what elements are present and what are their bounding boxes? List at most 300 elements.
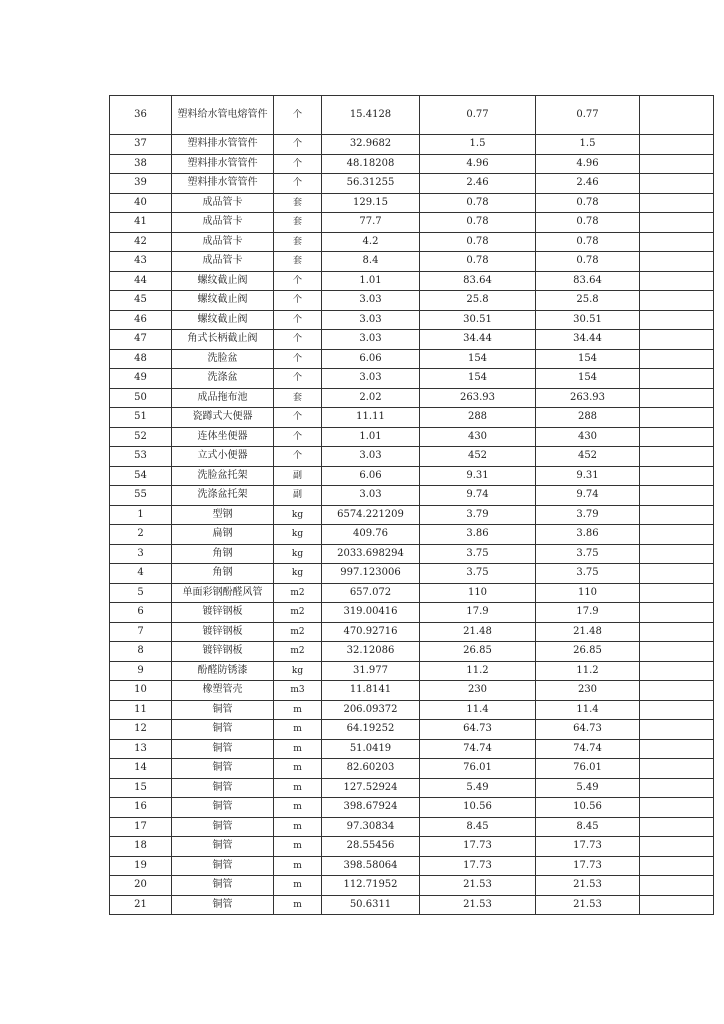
remark-cell: [640, 330, 714, 350]
unit-price-cell: 34.44: [420, 330, 536, 350]
quantity-cell: 6.06: [322, 466, 420, 486]
table-row: [110, 642, 714, 662]
item-name-cell: 角式长柄截止阀: [172, 330, 274, 350]
quantity-cell: 64.19252: [322, 720, 420, 740]
item-name-cell: 镀锌钢板: [172, 642, 274, 662]
item-name-cell: 塑料排水管管件: [172, 135, 274, 155]
table-row: [110, 798, 714, 818]
remark-cell: [640, 798, 714, 818]
table-row: [110, 193, 714, 213]
remark-cell: [640, 759, 714, 779]
remark-cell: [640, 837, 714, 857]
adjusted-price-cell: 9.74: [536, 486, 640, 506]
table-row: [110, 447, 714, 467]
adjusted-price-cell: 3.75: [536, 564, 640, 584]
remark-cell: [640, 720, 714, 740]
table-row: [110, 681, 714, 701]
unit-price-cell: 1.5: [420, 135, 536, 155]
item-name-cell: 螺纹截止阀: [172, 271, 274, 291]
row-number-cell: 39: [110, 174, 172, 194]
adjusted-price-cell: 11.4: [536, 700, 640, 720]
unit-cell: m: [274, 720, 322, 740]
table-row: [110, 739, 714, 759]
quantity-cell: 82.60203: [322, 759, 420, 779]
item-name-cell: 镀锌钢板: [172, 603, 274, 623]
unit-cell: 个: [274, 154, 322, 174]
row-number-cell: 15: [110, 778, 172, 798]
unit-price-cell: 17.9: [420, 603, 536, 623]
unit-cell: m2: [274, 642, 322, 662]
quantity-cell: 3.03: [322, 369, 420, 389]
row-number-cell: 47: [110, 330, 172, 350]
item-name-cell: 单面彩钢酚醛风管: [172, 583, 274, 603]
unit-price-cell: 76.01: [420, 759, 536, 779]
unit-cell: kg: [274, 544, 322, 564]
row-number-cell: 44: [110, 271, 172, 291]
item-name-cell: 洗涤盆: [172, 369, 274, 389]
materials-price-table: [109, 95, 714, 915]
remark-cell: [640, 252, 714, 272]
row-number-cell: 14: [110, 759, 172, 779]
row-number-cell: 6: [110, 603, 172, 623]
quantity-cell: 51.0419: [322, 739, 420, 759]
adjusted-price-cell: 64.73: [536, 720, 640, 740]
adjusted-price-cell: 0.77: [536, 96, 640, 135]
table-row: [110, 388, 714, 408]
row-number-cell: 40: [110, 193, 172, 213]
remark-cell: [640, 271, 714, 291]
adjusted-price-cell: 17.9: [536, 603, 640, 623]
table-row: [110, 817, 714, 837]
item-name-cell: 立式小便器: [172, 447, 274, 467]
row-number-cell: 12: [110, 720, 172, 740]
item-name-cell: 螺纹截止阀: [172, 310, 274, 330]
item-name-cell: 铜管: [172, 759, 274, 779]
adjusted-price-cell: 83.64: [536, 271, 640, 291]
item-name-cell: 镀锌钢板: [172, 622, 274, 642]
adjusted-price-cell: 17.73: [536, 837, 640, 857]
unit-price-cell: 154: [420, 369, 536, 389]
unit-price-cell: 9.74: [420, 486, 536, 506]
row-number-cell: 46: [110, 310, 172, 330]
table-row: [110, 856, 714, 876]
item-name-cell: 成品管卡: [172, 213, 274, 233]
remark-cell: [640, 388, 714, 408]
unit-price-cell: 0.77: [420, 96, 536, 135]
unit-cell: 个: [274, 271, 322, 291]
row-number-cell: 37: [110, 135, 172, 155]
unit-price-cell: 0.78: [420, 213, 536, 233]
table-row: [110, 427, 714, 447]
item-name-cell: 铜管: [172, 700, 274, 720]
row-number-cell: 13: [110, 739, 172, 759]
remark-cell: [640, 213, 714, 233]
row-number-cell: 45: [110, 291, 172, 311]
adjusted-price-cell: 230: [536, 681, 640, 701]
unit-cell: 个: [274, 96, 322, 135]
item-name-cell: 洗涤盆托架: [172, 486, 274, 506]
unit-price-cell: 83.64: [420, 271, 536, 291]
row-number-cell: 5: [110, 583, 172, 603]
item-name-cell: 连体坐便器: [172, 427, 274, 447]
table-row: [110, 330, 714, 350]
adjusted-price-cell: 0.78: [536, 213, 640, 233]
quantity-cell: 129.15: [322, 193, 420, 213]
unit-cell: 个: [274, 135, 322, 155]
row-number-cell: 55: [110, 486, 172, 506]
remark-cell: [640, 525, 714, 545]
quantity-cell: 11.11: [322, 408, 420, 428]
item-name-cell: 型钢: [172, 505, 274, 525]
remark-cell: [640, 681, 714, 701]
unit-price-cell: 21.53: [420, 895, 536, 915]
item-name-cell: 成品拖布池: [172, 388, 274, 408]
remark-cell: [640, 817, 714, 837]
adjusted-price-cell: 154: [536, 369, 640, 389]
remark-cell: [640, 174, 714, 194]
unit-price-cell: 3.79: [420, 505, 536, 525]
unit-cell: m3: [274, 681, 322, 701]
remark-cell: [640, 135, 714, 155]
table-row: [110, 96, 714, 135]
row-number-cell: 51: [110, 408, 172, 428]
item-name-cell: 铜管: [172, 739, 274, 759]
unit-cell: kg: [274, 661, 322, 681]
item-name-cell: 酚醛防锈漆: [172, 661, 274, 681]
item-name-cell: 成品管卡: [172, 193, 274, 213]
table-row: [110, 876, 714, 896]
row-number-cell: 50: [110, 388, 172, 408]
adjusted-price-cell: 0.78: [536, 232, 640, 252]
adjusted-price-cell: 10.56: [536, 798, 640, 818]
row-number-cell: 43: [110, 252, 172, 272]
quantity-cell: 8.4: [322, 252, 420, 272]
remark-cell: [640, 447, 714, 467]
quantity-cell: 48.18208: [322, 154, 420, 174]
unit-cell: kg: [274, 525, 322, 545]
unit-cell: 个: [274, 291, 322, 311]
remark-cell: [640, 96, 714, 135]
quantity-cell: 112.71952: [322, 876, 420, 896]
table-row: [110, 700, 714, 720]
adjusted-price-cell: 26.85: [536, 642, 640, 662]
quantity-cell: 6.06: [322, 349, 420, 369]
adjusted-price-cell: 4.96: [536, 154, 640, 174]
remark-cell: [640, 486, 714, 506]
unit-price-cell: 11.2: [420, 661, 536, 681]
remark-cell: [640, 408, 714, 428]
unit-cell: 套: [274, 213, 322, 233]
quantity-cell: 11.8141: [322, 681, 420, 701]
table-row: [110, 466, 714, 486]
item-name-cell: 铜管: [172, 856, 274, 876]
row-number-cell: 8: [110, 642, 172, 662]
quantity-cell: 56.31255: [322, 174, 420, 194]
adjusted-price-cell: 74.74: [536, 739, 640, 759]
table-row: [110, 564, 714, 584]
row-number-cell: 19: [110, 856, 172, 876]
remark-cell: [640, 661, 714, 681]
item-name-cell: 铜管: [172, 778, 274, 798]
quantity-cell: 3.03: [322, 291, 420, 311]
unit-cell: m: [274, 876, 322, 896]
adjusted-price-cell: 34.44: [536, 330, 640, 350]
unit-cell: m: [274, 817, 322, 837]
unit-cell: m: [274, 759, 322, 779]
unit-cell: 个: [274, 310, 322, 330]
item-name-cell: 角钢: [172, 544, 274, 564]
quantity-cell: 15.4128: [322, 96, 420, 135]
adjusted-price-cell: 0.78: [536, 193, 640, 213]
unit-price-cell: 430: [420, 427, 536, 447]
item-name-cell: 铜管: [172, 895, 274, 915]
adjusted-price-cell: 8.45: [536, 817, 640, 837]
row-number-cell: 17: [110, 817, 172, 837]
table-row: [110, 486, 714, 506]
unit-cell: m2: [274, 603, 322, 623]
quantity-cell: 4.2: [322, 232, 420, 252]
quantity-cell: 398.58064: [322, 856, 420, 876]
table-row: [110, 135, 714, 155]
row-number-cell: 9: [110, 661, 172, 681]
unit-price-cell: 2.46: [420, 174, 536, 194]
table-row: [110, 271, 714, 291]
unit-price-cell: 8.45: [420, 817, 536, 837]
adjusted-price-cell: 76.01: [536, 759, 640, 779]
table-row: [110, 310, 714, 330]
table-row: [110, 213, 714, 233]
item-name-cell: 塑料排水管管件: [172, 174, 274, 194]
unit-cell: 副: [274, 466, 322, 486]
row-number-cell: 3: [110, 544, 172, 564]
table-row: [110, 661, 714, 681]
unit-cell: m: [274, 739, 322, 759]
item-name-cell: 橡塑管壳: [172, 681, 274, 701]
row-number-cell: 1: [110, 505, 172, 525]
quantity-cell: 206.09372: [322, 700, 420, 720]
unit-price-cell: 0.78: [420, 252, 536, 272]
adjusted-price-cell: 430: [536, 427, 640, 447]
unit-price-cell: 17.73: [420, 837, 536, 857]
unit-cell: m: [274, 837, 322, 857]
remark-cell: [640, 427, 714, 447]
remark-cell: [640, 778, 714, 798]
unit-price-cell: 30.51: [420, 310, 536, 330]
unit-cell: 个: [274, 369, 322, 389]
item-name-cell: 塑料排水管管件: [172, 154, 274, 174]
remark-cell: [640, 349, 714, 369]
unit-cell: 个: [274, 349, 322, 369]
adjusted-price-cell: 452: [536, 447, 640, 467]
table-row: [110, 369, 714, 389]
unit-price-cell: 21.53: [420, 876, 536, 896]
unit-cell: 副: [274, 486, 322, 506]
adjusted-price-cell: 110: [536, 583, 640, 603]
table-row: [110, 759, 714, 779]
row-number-cell: 21: [110, 895, 172, 915]
table-row: [110, 349, 714, 369]
remark-cell: [640, 622, 714, 642]
unit-cell: 个: [274, 174, 322, 194]
remark-cell: [640, 232, 714, 252]
row-number-cell: 18: [110, 837, 172, 857]
unit-price-cell: 64.73: [420, 720, 536, 740]
unit-cell: m: [274, 700, 322, 720]
quantity-cell: 77.7: [322, 213, 420, 233]
adjusted-price-cell: 30.51: [536, 310, 640, 330]
remark-cell: [640, 603, 714, 623]
row-number-cell: 20: [110, 876, 172, 896]
unit-price-cell: 17.73: [420, 856, 536, 876]
table-row: [110, 232, 714, 252]
remark-cell: [640, 876, 714, 896]
row-number-cell: 38: [110, 154, 172, 174]
adjusted-price-cell: 21.53: [536, 895, 640, 915]
row-number-cell: 4: [110, 564, 172, 584]
item-name-cell: 铜管: [172, 720, 274, 740]
unit-price-cell: 288: [420, 408, 536, 428]
unit-cell: m2: [274, 583, 322, 603]
unit-cell: 套: [274, 388, 322, 408]
unit-cell: 个: [274, 408, 322, 428]
table-row: [110, 544, 714, 564]
adjusted-price-cell: 3.86: [536, 525, 640, 545]
quantity-cell: 28.55456: [322, 837, 420, 857]
remark-cell: [640, 466, 714, 486]
remark-cell: [640, 154, 714, 174]
adjusted-price-cell: 11.2: [536, 661, 640, 681]
unit-price-cell: 74.74: [420, 739, 536, 759]
adjusted-price-cell: 21.53: [536, 876, 640, 896]
remark-cell: [640, 583, 714, 603]
row-number-cell: 16: [110, 798, 172, 818]
remark-cell: [640, 369, 714, 389]
table-row: [110, 622, 714, 642]
unit-price-cell: 10.56: [420, 798, 536, 818]
remark-cell: [640, 700, 714, 720]
unit-cell: 套: [274, 252, 322, 272]
row-number-cell: 54: [110, 466, 172, 486]
unit-cell: m: [274, 895, 322, 915]
unit-price-cell: 110: [420, 583, 536, 603]
unit-price-cell: 0.78: [420, 193, 536, 213]
remark-cell: [640, 310, 714, 330]
item-name-cell: 塑料给水管电熔管件: [172, 96, 274, 135]
unit-cell: 个: [274, 447, 322, 467]
adjusted-price-cell: 2.46: [536, 174, 640, 194]
unit-price-cell: 263.93: [420, 388, 536, 408]
item-name-cell: 瓷蹲式大便器: [172, 408, 274, 428]
item-name-cell: 成品管卡: [172, 252, 274, 272]
row-number-cell: 41: [110, 213, 172, 233]
row-number-cell: 42: [110, 232, 172, 252]
unit-price-cell: 9.31: [420, 466, 536, 486]
remark-cell: [640, 291, 714, 311]
quantity-cell: 2033.698294: [322, 544, 420, 564]
unit-price-cell: 26.85: [420, 642, 536, 662]
unit-cell: m: [274, 778, 322, 798]
quantity-cell: 1.01: [322, 271, 420, 291]
unit-price-cell: 5.49: [420, 778, 536, 798]
unit-cell: kg: [274, 505, 322, 525]
unit-cell: 个: [274, 427, 322, 447]
table-row: [110, 895, 714, 915]
row-number-cell: 7: [110, 622, 172, 642]
quantity-cell: 32.12086: [322, 642, 420, 662]
row-number-cell: 2: [110, 525, 172, 545]
item-name-cell: 成品管卡: [172, 232, 274, 252]
adjusted-price-cell: 3.79: [536, 505, 640, 525]
adjusted-price-cell: 0.78: [536, 252, 640, 272]
quantity-cell: 3.03: [322, 310, 420, 330]
quantity-cell: 50.6311: [322, 895, 420, 915]
table-row: [110, 525, 714, 545]
unit-cell: 套: [274, 232, 322, 252]
table-body: [110, 96, 714, 915]
unit-price-cell: 154: [420, 349, 536, 369]
row-number-cell: 11: [110, 700, 172, 720]
unit-cell: m: [274, 798, 322, 818]
item-name-cell: 铜管: [172, 837, 274, 857]
table-row: [110, 252, 714, 272]
table-row: [110, 583, 714, 603]
quantity-cell: 409.76: [322, 525, 420, 545]
table-row: [110, 505, 714, 525]
adjusted-price-cell: 1.5: [536, 135, 640, 155]
unit-price-cell: 3.75: [420, 564, 536, 584]
unit-price-cell: 11.4: [420, 700, 536, 720]
item-name-cell: 铜管: [172, 798, 274, 818]
quantity-cell: 470.92716: [322, 622, 420, 642]
quantity-cell: 2.02: [322, 388, 420, 408]
table-row: [110, 174, 714, 194]
table-row: [110, 778, 714, 798]
quantity-cell: 127.52924: [322, 778, 420, 798]
remark-cell: [640, 739, 714, 759]
adjusted-price-cell: 5.49: [536, 778, 640, 798]
quantity-cell: 1.01: [322, 427, 420, 447]
table-row: [110, 837, 714, 857]
adjusted-price-cell: 17.73: [536, 856, 640, 876]
remark-cell: [640, 505, 714, 525]
quantity-cell: 3.03: [322, 486, 420, 506]
table-row: [110, 720, 714, 740]
adjusted-price-cell: 263.93: [536, 388, 640, 408]
row-number-cell: 49: [110, 369, 172, 389]
table-row: [110, 603, 714, 623]
unit-price-cell: 452: [420, 447, 536, 467]
unit-price-cell: 3.86: [420, 525, 536, 545]
unit-cell: m2: [274, 622, 322, 642]
adjusted-price-cell: 3.75: [536, 544, 640, 564]
item-name-cell: 扁钢: [172, 525, 274, 545]
quantity-cell: 31.977: [322, 661, 420, 681]
unit-price-cell: 4.96: [420, 154, 536, 174]
quantity-cell: 3.03: [322, 447, 420, 467]
item-name-cell: 洗脸盆: [172, 349, 274, 369]
quantity-cell: 32.9682: [322, 135, 420, 155]
quantity-cell: 97.30834: [322, 817, 420, 837]
row-number-cell: 36: [110, 96, 172, 135]
remark-cell: [640, 564, 714, 584]
unit-cell: kg: [274, 564, 322, 584]
unit-price-cell: 25.8: [420, 291, 536, 311]
adjusted-price-cell: 9.31: [536, 466, 640, 486]
unit-cell: m: [274, 856, 322, 876]
unit-price-cell: 230: [420, 681, 536, 701]
row-number-cell: 53: [110, 447, 172, 467]
quantity-cell: 3.03: [322, 330, 420, 350]
